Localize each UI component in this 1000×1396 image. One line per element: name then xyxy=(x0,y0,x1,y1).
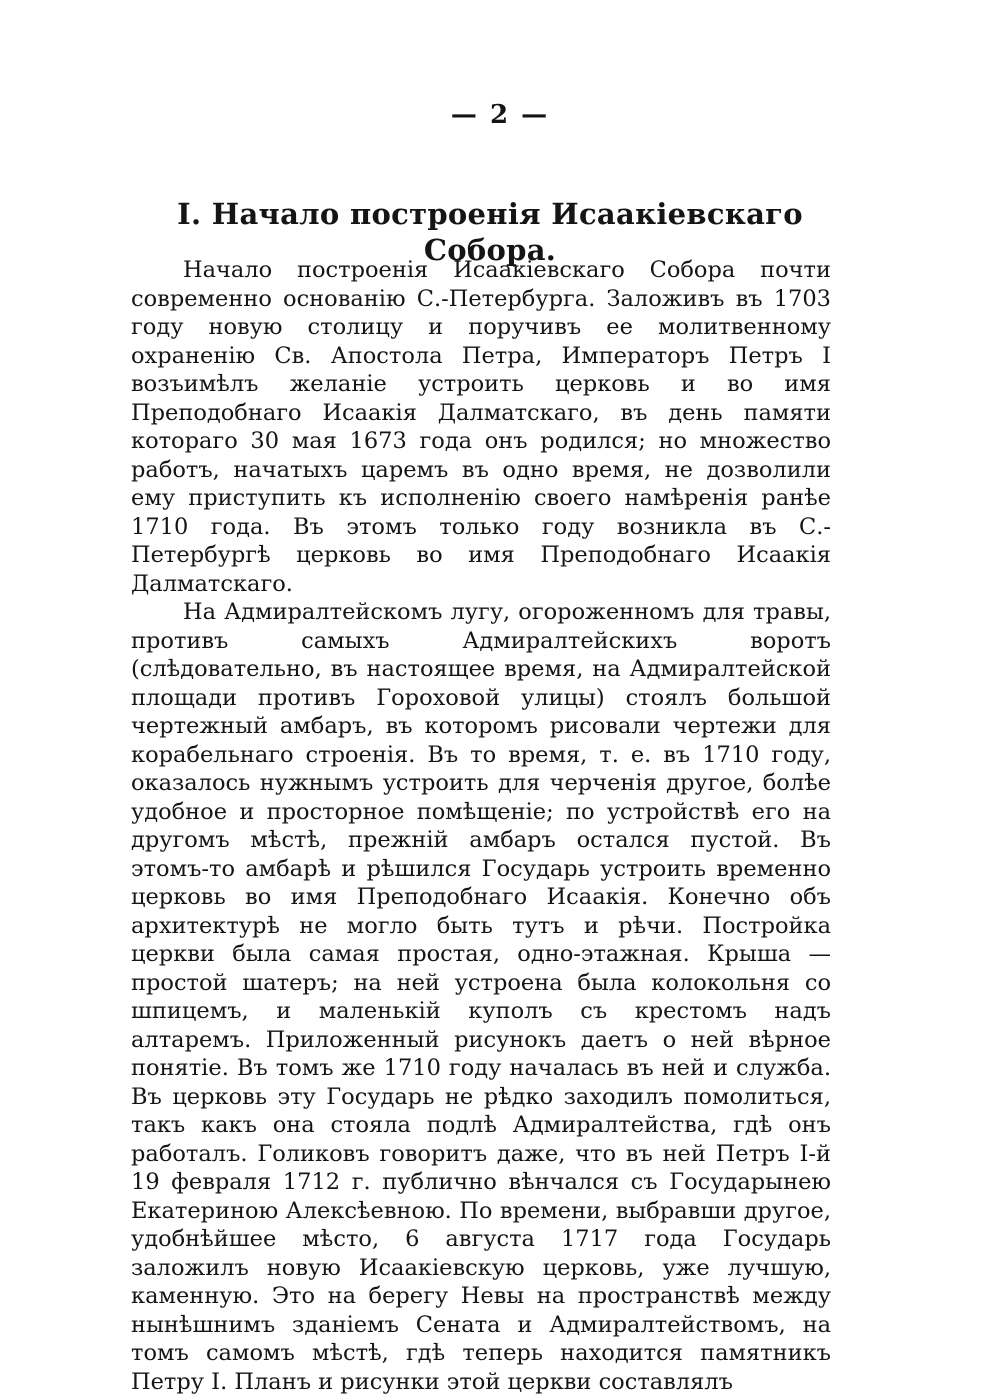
paragraph-1: Начало построенія Исаакіевскаго Собора почти современно основанію С.-Петербурга. Заложивъ въ 1703 году новую столицу и поручивъ ее молитвенному охраненію Св. Апостола Петра, Императоръ Петръ I возъимѣлъ желаніе устроить церковь и во имя Преподобнаго Исаакія Далматскаго, въ день памяти котораго 30 мая 1673 года онъ родился; но множество работъ, начатыхъ царемъ въ одно время, не дозволили ему приступить къ исполненію своего намѣренія ранѣе 1710 года. Въ этомъ только году возникла въ С.-Петербургѣ церковь во имя Преподобнаго Исаакія Далматскаго. xyxy=(131,257,831,597)
chapter-title: I. Начало построенія Исаакіевскаго Собора. xyxy=(177,197,803,267)
body-text xyxy=(131,256,831,1396)
page-number: — 2 — xyxy=(450,100,550,130)
paragraph-2: На Адмиралтейскомъ лугу, огороженномъ для травы, противъ самыхъ Адмиралтейскихъ воротъ (слѣдовательно, въ настоящее время, на Адмиралтейской площади противъ Гороховой улицы) стоялъ большой чертежный амбаръ, въ которомъ рисовали чертежи для корабельнаго строенія. Въ то время, т. е. въ 1710 году, оказалось нужнымъ устроить для черченія другое, болѣе удобное и просторное помѣщеніе; по устройствѣ его на другомъ мѣстѣ, прежній амбаръ остался пустой. Въ этомъ-то амбарѣ и рѣшился Государь устроить временно церковь во имя Преподобнаго Исаакія. Конечно объ архитектурѣ не могло быть тутъ и рѣчи. Постройка церкви была самая простая, одно-этажная. Крыша — простой шатеръ; на ней устроена была колокольня со шпицемъ, и маленькій куполъ съ крестомъ надъ алтаремъ. Приложенный рисунокъ даетъ о ней вѣрное понятіе. Въ томъ же 1710 году началась въ ней и служба. Въ церковь эту Государь не рѣдко заходилъ помолиться, такъ какъ она стояла подлѣ Адмиралтейства, гдѣ онъ работалъ. Голиковъ говоритъ даже, что въ ней Петръ I-й 19 февраля 1712 г. публично вѣнчался съ Государынею Екатериною Алексѣевною. По времени, выбравши другое, удобнѣйшее мѣсто, 6 августа 1717 года Государь заложилъ новую Исаакіевскую церковь, уже лучшую, каменную. Это на берегу Невы на пространствѣ между нынѣшнимъ зданіемъ Сената и Адмиралтействомъ, на томъ самомъ мѣстѣ, гдѣ теперь находится памятникъ Петру I. Планъ и рисунки этой церкви составлялъ xyxy=(131,599,831,1395)
